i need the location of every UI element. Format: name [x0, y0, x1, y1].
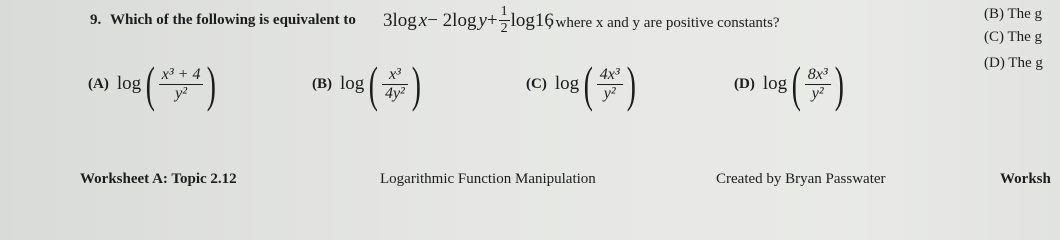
question-expression — [383, 4, 554, 37]
footer-topic: Logarithmic Function Manipulation — [380, 171, 596, 187]
expr-var-y: y — [478, 9, 487, 31]
option-c-denominator: y² — [603, 84, 616, 102]
question-text: Which of the following is equivalent to — [110, 12, 356, 28]
option-c-left-paren: ( — [583, 56, 594, 112]
option-d-numerator: 8x³ — [807, 65, 828, 83]
option-a — [88, 56, 220, 112]
option-d-right-paren: ) — [834, 56, 844, 112]
option-c-numerator: 4x³ — [599, 65, 620, 83]
option-a-denominator: y² — [175, 84, 188, 102]
option-b-label: (B) — [312, 75, 332, 92]
expr-term-2: − 2log — [427, 9, 477, 31]
option-c-log: log — [554, 73, 580, 94]
expr-plus: + — [486, 9, 498, 31]
option-c-fraction — [597, 66, 623, 103]
footer-author: Created by Bryan Passwater — [716, 171, 886, 187]
option-c-right-paren: ) — [626, 56, 636, 112]
option-d-log: log — [762, 73, 788, 94]
option-c — [526, 56, 639, 112]
right-column-option-c: (C) The g — [984, 29, 1043, 45]
option-d-denominator: y² — [811, 84, 824, 102]
option-b-numerator: x³ — [388, 65, 401, 83]
option-a-fraction — [159, 66, 204, 103]
expr-var-x: x — [418, 9, 428, 31]
expr-frac-denominator: 2 — [500, 21, 508, 36]
expr-frac-numerator: 1 — [500, 4, 508, 19]
option-b-denominator: 4y² — [384, 84, 405, 102]
footer-worksheet: Worksheet A: Topic 2.12 — [80, 171, 237, 187]
expr-half-fraction — [499, 4, 510, 37]
option-b-log: log — [340, 73, 365, 94]
right-column-option-b: (B) The g — [984, 6, 1043, 22]
option-a-numerator: x³ + 4 — [161, 65, 201, 83]
option-a-left-paren: ( — [145, 56, 156, 112]
option-d-left-paren: ( — [791, 56, 802, 112]
footer-worksheet-cut: Worksh — [1000, 171, 1051, 187]
option-d-label: (D) — [734, 75, 755, 92]
expr-term-1: 3log — [383, 9, 417, 31]
option-b-left-paren: ( — [369, 56, 379, 112]
option-a-label: (A) — [88, 75, 109, 92]
option-a-log: log — [116, 73, 142, 94]
option-d — [734, 56, 847, 112]
right-column-option-d: (D) The g — [984, 55, 1043, 71]
option-c-label: (C) — [526, 75, 547, 92]
option-a-right-paren: ) — [207, 56, 217, 112]
option-b-right-paren: ) — [411, 56, 421, 112]
expr-term-4: log16 — [510, 9, 554, 31]
option-b-fraction — [382, 66, 408, 103]
question-constraint-text: , where x and y are positive constants? — [548, 15, 780, 31]
option-d-fraction — [805, 66, 831, 103]
question-number: 9. — [90, 12, 102, 28]
option-b — [312, 56, 425, 112]
